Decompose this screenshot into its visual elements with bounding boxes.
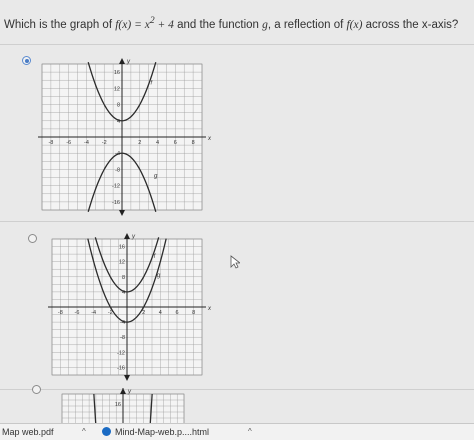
x-tick-label: -6 (66, 140, 72, 146)
x-tick-label: 6 (173, 140, 177, 146)
y-tick-label: -4 (115, 151, 120, 158)
x-tick-label: 6 (175, 310, 179, 316)
y-tick-label: -8 (115, 167, 120, 174)
y-tick-label: 12 (118, 259, 125, 266)
x-tick-label: 8 (192, 310, 196, 316)
browser-icon (102, 427, 111, 436)
option-2-radio[interactable] (28, 234, 37, 243)
y-tick-label: -4 (120, 320, 125, 327)
y-axis-label: y (132, 234, 135, 240)
y-tick-label: 16 (118, 244, 125, 251)
y-axis-label: y (127, 59, 130, 65)
download-item-html[interactable]: Mind-Map-web.p....html (102, 424, 209, 440)
y-axis-arrow-icon (119, 58, 125, 64)
option-2-graph[interactable] (46, 231, 212, 383)
y-axis-label: y (128, 389, 131, 395)
y-tick-label: -12 (112, 183, 120, 190)
chevron-up-icon[interactable]: ^ (248, 427, 252, 436)
g-curve-label: g (154, 173, 158, 180)
f-curve-label: f (150, 80, 153, 87)
option-3-graph[interactable] (58, 386, 188, 424)
x-tick-label: -8 (57, 310, 63, 316)
y-tick-label: -8 (120, 335, 125, 342)
y-tick-label: 8 (116, 102, 120, 109)
y-tick-label: 4 (116, 118, 120, 125)
y-tick-label: 16 (113, 70, 120, 77)
mouse-cursor-icon (230, 255, 240, 269)
x-tick-label: 4 (158, 310, 162, 316)
divider (0, 221, 474, 222)
x-tick-label: -2 (107, 310, 113, 316)
x-tick-label: -4 (83, 140, 89, 146)
y-axis-arrow-icon (124, 375, 130, 381)
divider (0, 44, 474, 45)
x-tick-label: 2 (142, 310, 146, 316)
x-axis-label: x (208, 306, 211, 312)
download-bar (0, 423, 474, 440)
y-axis-arrow-icon (119, 210, 125, 216)
y-tick-label: -12 (117, 350, 125, 357)
x-tick-label: -4 (91, 310, 97, 316)
y-axis-arrow-icon (124, 233, 130, 239)
chevron-up-icon[interactable]: ^ (82, 427, 86, 436)
x-tick-label: 2 (138, 140, 142, 146)
option-3-radio[interactable] (32, 385, 41, 394)
y-tick-label: -16 (117, 365, 125, 372)
g-curve-label: g (157, 272, 161, 279)
x-tick-label: 8 (191, 140, 195, 146)
x-tick-label: 4 (156, 140, 160, 146)
y-tick-label: 4 (121, 289, 125, 296)
y-tick-label: 16 (114, 402, 121, 408)
x-axis-label: x (208, 136, 211, 142)
f-curve-label: f (153, 253, 156, 260)
download-item-pdf[interactable]: Map web.pdf (2, 427, 54, 437)
y-tick-label: -16 (112, 199, 120, 206)
x-tick-label: -2 (101, 140, 107, 146)
f-expression: f(x) = x (115, 18, 150, 31)
y-axis-arrow-icon (120, 388, 126, 394)
option-1-graph[interactable] (36, 56, 212, 218)
question-text: Which is the graph of $f(x) = x^2 + 4$ and the function g, a reflection of f(x) across the x-axis? (4, 15, 459, 31)
x-tick-label: -8 (48, 140, 54, 146)
option-1-radio[interactable] (22, 56, 31, 65)
x-tick-label: -6 (74, 310, 80, 316)
y-tick-label: 12 (113, 86, 120, 93)
y-tick-label: 8 (121, 274, 125, 281)
exponent: 2 (149, 15, 155, 26)
